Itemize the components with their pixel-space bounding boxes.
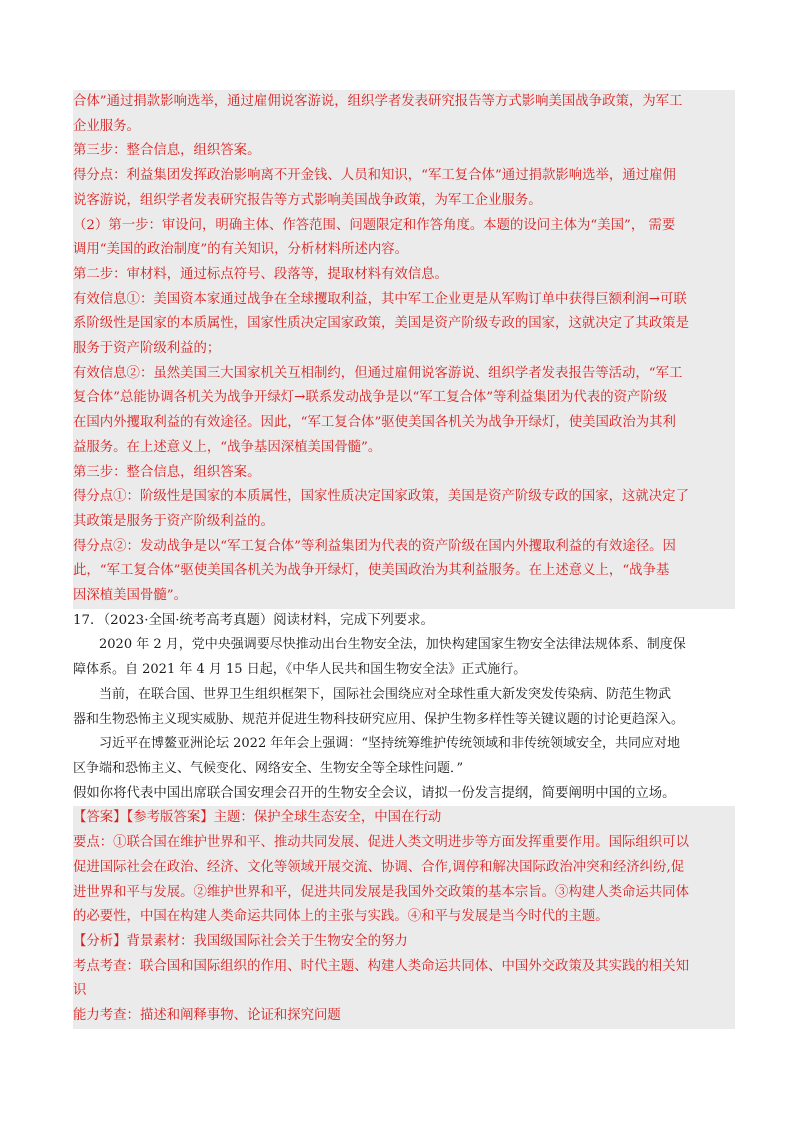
text-line: 的必要性，中国在构建人类命运共同体上的主张与实践。④和平与发展是当今时代的主题。 (73, 905, 735, 930)
material-line: 器和生物恐怖主义现实威胁、规范并促进生物科技研究应用、保护生物多样性等关键议题的讨论更趋深入。 (73, 711, 685, 727)
answer-block (73, 806, 735, 1028)
answer-heading: 【答案】【参考版答案】主题：保护全球生态安全，中国在行动 (73, 806, 735, 831)
question-stem: 17．（2023·全国·统考高考真题）阅读材料，完成下列要求。 (73, 612, 434, 628)
previous-answer-explanation (73, 90, 735, 609)
text-line: 第三步：整合信息，组织答案。 (73, 139, 735, 164)
text-line: 有效信息②：虽然美国三大国家机关互相制约，但通过雇佣说客游说、组织学者发表报告等活动，“军工 (73, 362, 735, 387)
text-line: 服务于资产阶级利益的； (73, 337, 735, 362)
text-line: 考点考查：联合国和国际组织的作用、时代主题、构建人类命运共同体、中国外交政策及其实践的相关知 (73, 955, 735, 980)
text-line: 要点：①联合国在维护世界和平、推动共同发展、促进人类文明进步等方面发挥重要作用。国际组织可以 (73, 831, 735, 856)
analysis-heading: 【分析】背景素材：我国级国际社会关于生物安全的努力 (73, 930, 735, 955)
text-line: 有效信息①：美国资本家通过战争在全球攫取利益，其中军工企业更是从军购订单中获得巨额利润→可联 (73, 288, 735, 313)
text-line: 益服务。在上述意义上，“战争基因深植美国骨髓”。 (73, 436, 735, 461)
text-line: 企业服务。 (73, 115, 735, 140)
text-line: （2）第一步：审设问，明确主体、作答范围、问题限定和作答角度。本题的设问主体为“美国”， 需要 (73, 214, 735, 239)
text-line: 系阶级性是国家的本质属性，国家性质决定国家政策，美国是资产阶级专政的国家，这就决定了其政策是 (73, 312, 735, 337)
material-line: 区争端和恐怖主义、气候变化、网络安全、生物安全等全球性问题．” (73, 760, 464, 776)
text-line: 因深植美国骨髓”。 (73, 584, 735, 609)
question-17 (73, 609, 735, 807)
text-line: 能力考查：描述和阐释事物、论证和探究问题 (73, 1004, 735, 1029)
text-line: 进世界和平与发展。②维护世界和平，促进共同发展是我国外交政策的基本宗旨。③构建人类命运共同体 (73, 881, 735, 906)
text-line: 识 (73, 979, 735, 1004)
text-line: 促进国际社会在政治、经济、文化等领域开展交流、协调、合作,调停和解决国际政治冲突和经济纠纷,促 (73, 856, 735, 881)
page-content (73, 90, 735, 1029)
text-line: 其政策是服务于资产阶级利益的。 (73, 510, 735, 535)
text-line: 得分点①：阶级性是国家的本质属性，国家性质决定国家政策，美国是资产阶级专政的国家，这就决定了 (73, 485, 735, 510)
material-line: 障体系。自 2021 年 4 月 15 日起，《中华人民共和国生物安全法》正式施行。 (73, 662, 527, 678)
question-task: 假如你将代表中国出席联合国安理会召开的生物安全会议，请拟一份发言提纲，简要阐明中国的立场。 (73, 785, 676, 801)
text-line: 说客游说，组织学者发表研究报告等方式影响美国战争政策，为军工企业服务。 (73, 189, 735, 214)
text-line: 在国内外攫取利益的有效途径。因此，“军工复合体”驱使美国各机关为战争开绿灯，使美国政治为其利 (73, 411, 735, 436)
text-line: 第二步：审材料，通过标点符号、段落等，提取材料有效信息。 (73, 263, 735, 288)
text-line: 得分点：利益集团发挥政治影响离不开金钱、人员和知识，“军工复合体”通过捐款影响选举，通过雇佣 (73, 164, 735, 189)
material-line: 当前，在联合国、世界卫生组织框架下，国际社会围绕应对全球性重大新发突发传染病、防范生物武 (99, 686, 672, 702)
text-line: 合体”通过捐款影响选举，通过雇佣说客游说，组织学者发表研究报告等方式影响美国战争政策，为军工 (73, 90, 735, 115)
text-line: 得分点②：发动战争是以“军工复合体”等利益集团为代表的资产阶级在国内外攫取利益的有效途径。因 (73, 535, 735, 560)
text-line: 复合体”总能协调各机关为战争开绿灯→联系发动战争是以“军工复合体”等利益集团为代表的资产阶级 (73, 386, 735, 411)
text-line: 此，“军工复合体”驱使美国各机关为战争开绿灯，使美国政治为其利益服务。在上述意义上，“战争基 (73, 559, 735, 584)
text-line: 第三步：整合信息，组织答案。 (73, 461, 735, 486)
material-line: 2020 年 2 月，党中央强调要尽快推动出台生物安全法，加快构建国家生物安全法律法规体系、制度保 (99, 637, 686, 653)
material-line: 习近平在博鳌亚洲论坛 2022 年年会上强调：“坚持统筹维护传统领域和非传统领域安全，共同应对地 (99, 736, 680, 752)
text-line: 调用“美国的政治制度”的有关知识，分析材料所述内容。 (73, 238, 735, 263)
